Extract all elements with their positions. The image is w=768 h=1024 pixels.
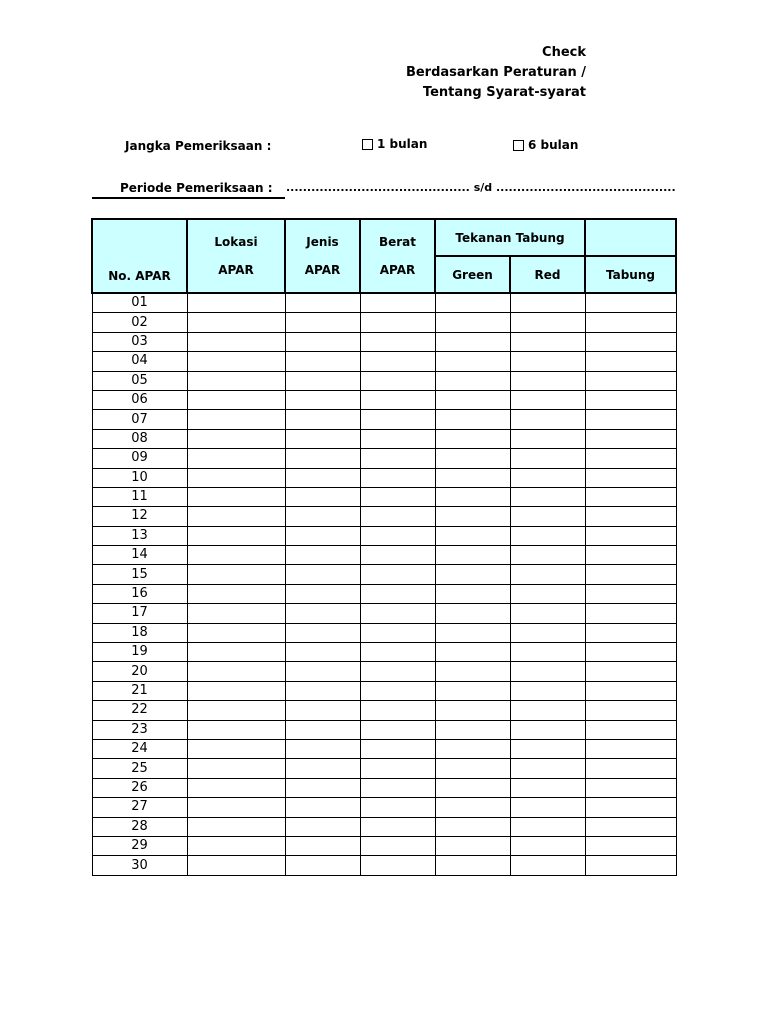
row-number: 08 (92, 429, 187, 448)
table-row (92, 410, 676, 429)
table-cell[interactable] (585, 565, 676, 584)
table-cell[interactable] (187, 701, 285, 720)
table-cell[interactable] (187, 623, 285, 642)
table-cell[interactable] (187, 662, 285, 681)
table-cell[interactable] (435, 720, 510, 739)
row-number: 02 (92, 313, 187, 332)
row-number: 25 (92, 759, 187, 778)
table-row (92, 759, 676, 778)
table-cell[interactable] (285, 643, 360, 662)
table-cell[interactable] (285, 681, 360, 700)
table-cell[interactable] (187, 565, 285, 584)
table-cell[interactable] (285, 662, 360, 681)
table-row (92, 604, 676, 623)
table-cell[interactable] (435, 604, 510, 623)
table-cell[interactable] (510, 313, 585, 332)
table-cell[interactable] (187, 584, 285, 603)
table-cell[interactable] (285, 836, 360, 855)
option-6-label: 6 bulan (528, 138, 579, 152)
row-number: 26 (92, 778, 187, 797)
table-cell[interactable] (585, 817, 676, 836)
row-number: 07 (92, 410, 187, 429)
periode-label: Periode Pemeriksaan : (120, 181, 273, 195)
table-cell[interactable] (585, 778, 676, 797)
table-row (92, 313, 676, 332)
row-number: 28 (92, 817, 187, 836)
table-cell[interactable] (510, 798, 585, 817)
table-cell[interactable] (585, 836, 676, 855)
table-row (92, 371, 676, 390)
row-number: 23 (92, 720, 187, 739)
table-cell[interactable] (285, 778, 360, 797)
table-cell[interactable] (187, 681, 285, 700)
option-6-bulan[interactable] (513, 138, 578, 152)
option-1-label: 1 bulan (377, 137, 428, 151)
table-cell[interactable] (585, 468, 676, 487)
table-cell[interactable] (585, 798, 676, 817)
header-red: Red (510, 256, 585, 293)
table-cell[interactable] (360, 701, 435, 720)
table-cell[interactable] (510, 546, 585, 565)
table-cell[interactable] (510, 371, 585, 390)
table-cell[interactable] (285, 332, 360, 351)
table-cell[interactable] (510, 856, 585, 875)
table-cell[interactable] (510, 739, 585, 758)
header-blank (585, 219, 676, 256)
table-cell[interactable] (187, 313, 285, 332)
row-number: 04 (92, 352, 187, 371)
table-cell[interactable] (285, 487, 360, 506)
table-cell[interactable] (585, 352, 676, 371)
table-cell[interactable] (585, 332, 676, 351)
table-cell[interactable] (435, 623, 510, 642)
table-cell[interactable] (585, 449, 676, 468)
checkbox-icon[interactable] (362, 139, 373, 150)
table-row (92, 390, 676, 409)
table-row (92, 662, 676, 681)
table-cell[interactable] (285, 759, 360, 778)
header-jenis: Jenis APAR (285, 219, 360, 293)
table-cell[interactable] (585, 487, 676, 506)
table-cell[interactable] (585, 759, 676, 778)
table-row (92, 817, 676, 836)
table-cell[interactable] (585, 701, 676, 720)
table-cell[interactable] (187, 371, 285, 390)
table-cell[interactable] (285, 352, 360, 371)
table-cell[interactable] (187, 293, 285, 313)
header-tekanan-tabung: Tekanan Tabung (435, 219, 585, 256)
table-cell[interactable] (510, 778, 585, 797)
table-cell[interactable] (435, 701, 510, 720)
header-green: Green (435, 256, 510, 293)
table-cell[interactable] (510, 604, 585, 623)
table-cell[interactable] (510, 390, 585, 409)
table-cell[interactable] (187, 352, 285, 371)
table-cell[interactable] (285, 604, 360, 623)
table-cell[interactable] (360, 352, 435, 371)
table-cell[interactable] (360, 662, 435, 681)
table-cell[interactable] (187, 449, 285, 468)
table-row (92, 293, 676, 313)
table-cell[interactable] (435, 332, 510, 351)
table-cell[interactable] (187, 856, 285, 875)
table-row (92, 798, 676, 817)
table-cell[interactable] (285, 739, 360, 758)
table-cell[interactable] (585, 584, 676, 603)
table-cell[interactable] (360, 429, 435, 448)
table-cell[interactable] (510, 293, 585, 313)
table-cell[interactable] (285, 371, 360, 390)
table-cell[interactable] (187, 526, 285, 545)
table-cell[interactable] (187, 507, 285, 526)
table-cell[interactable] (360, 487, 435, 506)
table-cell[interactable] (285, 720, 360, 739)
table-cell[interactable] (510, 565, 585, 584)
table-cell[interactable] (285, 526, 360, 545)
table-cell[interactable] (585, 390, 676, 409)
table-cell[interactable] (435, 565, 510, 584)
row-number: 01 (92, 293, 187, 313)
row-number: 03 (92, 332, 187, 351)
table-cell[interactable] (510, 468, 585, 487)
row-number: 10 (92, 468, 187, 487)
header-lokasi: Lokasi APAR (187, 219, 285, 293)
table-cell[interactable] (360, 759, 435, 778)
table-cell[interactable] (510, 332, 585, 351)
row-number: 13 (92, 526, 187, 545)
apar-checklist-table (91, 218, 677, 876)
table-cell[interactable] (360, 817, 435, 836)
table-cell[interactable] (510, 720, 585, 739)
table-cell[interactable] (585, 739, 676, 758)
table-cell[interactable] (360, 546, 435, 565)
table-row (92, 565, 676, 584)
table-row (92, 449, 676, 468)
table-cell[interactable] (360, 778, 435, 797)
table-cell[interactable] (435, 468, 510, 487)
row-number: 06 (92, 390, 187, 409)
table-cell[interactable] (435, 778, 510, 797)
table-cell[interactable] (360, 390, 435, 409)
table-cell[interactable] (360, 584, 435, 603)
table-cell[interactable] (360, 798, 435, 817)
table-cell[interactable] (510, 429, 585, 448)
table-cell[interactable] (285, 565, 360, 584)
row-number: 05 (92, 371, 187, 390)
table-cell[interactable] (435, 584, 510, 603)
table-cell[interactable] (435, 429, 510, 448)
table-row (92, 526, 676, 545)
table-cell[interactable] (435, 546, 510, 565)
table-cell[interactable] (435, 390, 510, 409)
table-cell[interactable] (585, 720, 676, 739)
table-row (92, 468, 676, 487)
table-cell[interactable] (285, 410, 360, 429)
table-cell[interactable] (187, 643, 285, 662)
table-row (92, 701, 676, 720)
row-number: 17 (92, 604, 187, 623)
table-cell[interactable] (360, 739, 435, 758)
table-cell[interactable] (435, 449, 510, 468)
table-cell[interactable] (510, 507, 585, 526)
table-cell[interactable] (585, 313, 676, 332)
table-cell[interactable] (435, 662, 510, 681)
regulation-subtitle: Berdasarkan Peraturan / (405, 65, 586, 80)
table-cell[interactable] (435, 681, 510, 700)
table-cell[interactable] (510, 662, 585, 681)
table-cell[interactable] (285, 546, 360, 565)
table-cell[interactable] (285, 798, 360, 817)
table-cell[interactable] (360, 507, 435, 526)
table-row (92, 352, 676, 371)
table-cell[interactable] (585, 856, 676, 875)
row-number: 22 (92, 701, 187, 720)
table-cell[interactable] (187, 468, 285, 487)
table-cell[interactable] (435, 410, 510, 429)
table-cell[interactable] (435, 352, 510, 371)
table-cell[interactable] (510, 526, 585, 545)
table-cell[interactable] (435, 293, 510, 313)
table-cell[interactable] (360, 643, 435, 662)
table-cell[interactable] (360, 681, 435, 700)
table-cell[interactable] (435, 836, 510, 855)
table-cell[interactable] (435, 856, 510, 875)
header-no-apar: No. APAR (92, 219, 187, 293)
table-row (92, 332, 676, 351)
row-number: 30 (92, 856, 187, 875)
table-cell[interactable] (510, 759, 585, 778)
table-cell[interactable] (285, 313, 360, 332)
row-number: 21 (92, 681, 187, 700)
table-cell[interactable] (435, 817, 510, 836)
table-cell[interactable] (510, 449, 585, 468)
table-cell[interactable] (585, 429, 676, 448)
table-row (92, 836, 676, 855)
row-number: 27 (92, 798, 187, 817)
table-cell[interactable] (585, 662, 676, 681)
table-cell[interactable] (435, 739, 510, 758)
table-cell[interactable] (585, 643, 676, 662)
table-row (92, 856, 676, 875)
table-cell[interactable] (285, 449, 360, 468)
row-number: 11 (92, 487, 187, 506)
table-cell[interactable] (435, 526, 510, 545)
table-cell[interactable] (510, 681, 585, 700)
header-berat: Berat APAR (360, 219, 435, 293)
periode-label-underline (92, 197, 285, 199)
table-cell[interactable] (187, 759, 285, 778)
checkbox-icon[interactable] (513, 140, 524, 151)
row-number: 20 (92, 662, 187, 681)
table-cell[interactable] (360, 836, 435, 855)
table-cell[interactable] (285, 390, 360, 409)
table-cell[interactable] (585, 681, 676, 700)
table-cell[interactable] (187, 778, 285, 797)
table-cell[interactable] (360, 293, 435, 313)
table-cell[interactable] (510, 836, 585, 855)
table-cell[interactable] (435, 643, 510, 662)
table-cell[interactable] (360, 565, 435, 584)
table-cell[interactable] (510, 584, 585, 603)
table-cell[interactable] (510, 352, 585, 371)
table-row (92, 507, 676, 526)
table-cell[interactable] (187, 429, 285, 448)
table-cell[interactable] (187, 487, 285, 506)
table-row (92, 546, 676, 565)
row-number: 19 (92, 643, 187, 662)
table-cell[interactable] (360, 604, 435, 623)
row-number: 24 (92, 739, 187, 758)
table-row (92, 623, 676, 642)
table-cell[interactable] (187, 332, 285, 351)
table-row (92, 643, 676, 662)
table-cell[interactable] (510, 817, 585, 836)
table-cell[interactable] (510, 487, 585, 506)
table-cell[interactable] (435, 487, 510, 506)
table-cell[interactable] (585, 623, 676, 642)
table-cell[interactable] (435, 313, 510, 332)
table-cell[interactable] (435, 507, 510, 526)
option-1-bulan[interactable] (362, 137, 427, 151)
table-cell[interactable] (285, 584, 360, 603)
table-cell[interactable] (187, 720, 285, 739)
table-cell[interactable] (360, 623, 435, 642)
table-cell[interactable] (285, 429, 360, 448)
table-cell[interactable] (285, 623, 360, 642)
row-number: 09 (92, 449, 187, 468)
table-row (92, 778, 676, 797)
header-tabung: Tabung (585, 256, 676, 293)
table-cell[interactable] (585, 371, 676, 390)
table-cell[interactable] (285, 507, 360, 526)
table-row (92, 739, 676, 758)
table-cell[interactable] (585, 604, 676, 623)
table-row (92, 429, 676, 448)
row-number: 18 (92, 623, 187, 642)
table-cell[interactable] (360, 856, 435, 875)
table-cell[interactable] (187, 604, 285, 623)
row-number: 14 (92, 546, 187, 565)
table-row (92, 584, 676, 603)
table-cell[interactable] (585, 410, 676, 429)
table-row (92, 487, 676, 506)
table-cell[interactable] (285, 701, 360, 720)
table-row (92, 681, 676, 700)
table-cell[interactable] (285, 856, 360, 875)
table-cell[interactable] (510, 701, 585, 720)
table-cell[interactable] (187, 546, 285, 565)
table-cell[interactable] (585, 507, 676, 526)
table-cell[interactable] (187, 390, 285, 409)
table-cell[interactable] (285, 293, 360, 313)
table-cell[interactable] (360, 410, 435, 429)
table-cell[interactable] (435, 798, 510, 817)
table-cell[interactable] (510, 410, 585, 429)
row-number: 29 (92, 836, 187, 855)
periode-value[interactable]: ............................................ s/d ........................................... (286, 181, 676, 194)
table-cell[interactable] (360, 313, 435, 332)
table-cell[interactable] (360, 526, 435, 545)
row-number: 15 (92, 565, 187, 584)
table-cell[interactable] (510, 643, 585, 662)
table-cell[interactable] (360, 449, 435, 468)
table-row (92, 720, 676, 739)
table-cell[interactable] (285, 468, 360, 487)
table-cell[interactable] (585, 293, 676, 313)
table-cell[interactable] (360, 720, 435, 739)
table-cell[interactable] (435, 371, 510, 390)
table-cell[interactable] (187, 410, 285, 429)
jangka-label: Jangka Pemeriksaan : (125, 139, 272, 153)
table-cell[interactable] (585, 546, 676, 565)
row-number: 12 (92, 507, 187, 526)
row-number: 16 (92, 584, 187, 603)
requirements-subtitle: Tentang Syarat-syarat (422, 85, 586, 100)
document-title: Check (542, 45, 586, 60)
table-cell[interactable] (187, 739, 285, 758)
table-cell[interactable] (360, 371, 435, 390)
table-cell[interactable] (435, 759, 510, 778)
table-cell[interactable] (360, 332, 435, 351)
table-cell[interactable] (510, 623, 585, 642)
table-cell[interactable] (187, 798, 285, 817)
table-cell[interactable] (585, 526, 676, 545)
table-cell[interactable] (187, 836, 285, 855)
table-cell[interactable] (360, 468, 435, 487)
table-cell[interactable] (187, 817, 285, 836)
table-cell[interactable] (285, 817, 360, 836)
